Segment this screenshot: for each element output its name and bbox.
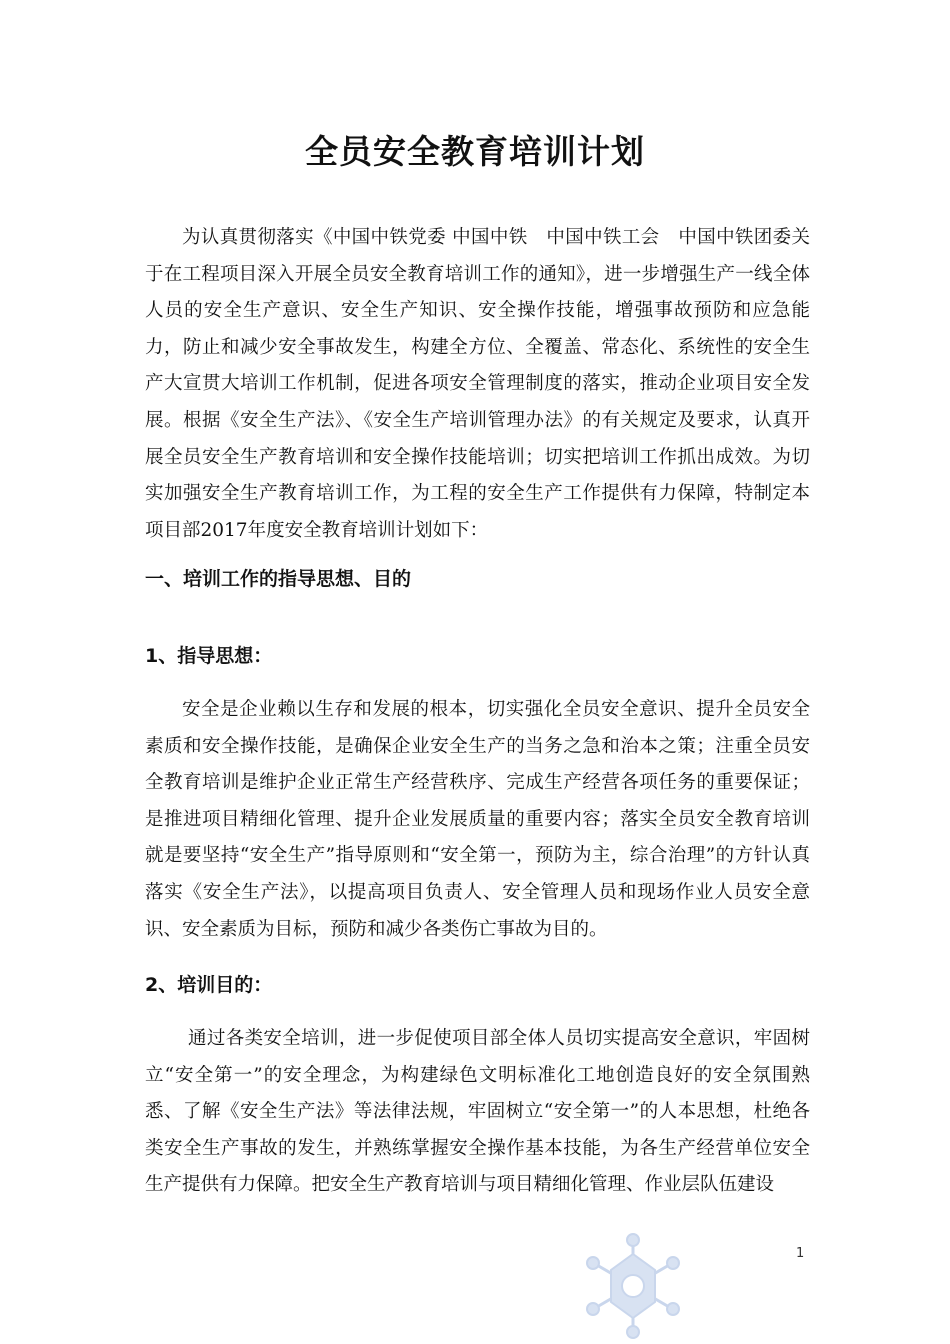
- guiding-thought-paragraph: 安全是企业赖以生存和发展的根本，切实强化全员安全意识、提升全员安全素质和安全操作技能，是确保企业安全生产的当务之急和治本之策；注重全员安全教育培训是维护企业正常生产经营秩序、完成生产经营各项任务的重要保证；是推进项目精细化管理、提升企业发展质量的重要内容；落实全员安全教育培训就是要坚持“安全生产”指导原则和“安全第一，预防为主，综合治理”的方针认真落实《安全生产法》，以提高项目负责人、安全管理人员和现场作业人员安全意识、安全素质为目标，预防和减少各类伤亡事故为目的。: [145, 699, 810, 940]
- intro-paragraph: 为认真贯彻落实《中国中铁党委 中国中铁 中国中铁工会 中国中铁团委关于在工程项目深入开展全员安全教育培训工作的通知》，进一步增强生产一线全体人员的安全生产意识、安全生产知识、安全操作技能，增强事故预防和应急能力，防止和减少安全事故发生，构建全方位、全覆盖、常态化、系统性的安全生产大宣贯大培训工作机制，促进各项安全管理制度的落实，推动企业项目安全发展。根据《安全生产法》、《安全生产培训管理办法》的有关规定及要求，认真开展全员安全生产教育培训和安全操作技能培训；切实把培训工作抓出成效。为切实加强安全生产教育培训工作，为工程的安全生产工作提供有力保障，特制定本项目部2017年度安全教育培训计划如下：: [145, 227, 810, 541]
- page-number: 1: [796, 1246, 805, 1261]
- subsection-heading-guiding-thought: 1、指导思想：: [145, 645, 273, 667]
- subsection-heading-training-purpose: 2、培训目的：: [145, 974, 273, 996]
- page-title: 全员安全教育培训计划: [305, 132, 645, 171]
- section-heading-1: 一、培训工作的指导思想、目的: [145, 568, 412, 590]
- snowflake-logo-icon: [578, 1228, 688, 1344]
- training-purpose-paragraph: 通过各类安全培训，进一步促使项目部全体人员切实提高安全意识，牢固树立“安全第一”的安全理念，为构建绿色文明标准化工地创造良好的安全氛围熟悉、了解《安全生产法》等法律法规，牢固树立“安全第一”的人本思想，杜绝各类安全生产事故的发生，并熟练掌握安全操作基本技能，为各生产经营单位安全生产提供有力保障。把安全生产教育培训与项目精细化管理、作业层队伍建设: [145, 1028, 810, 1196]
